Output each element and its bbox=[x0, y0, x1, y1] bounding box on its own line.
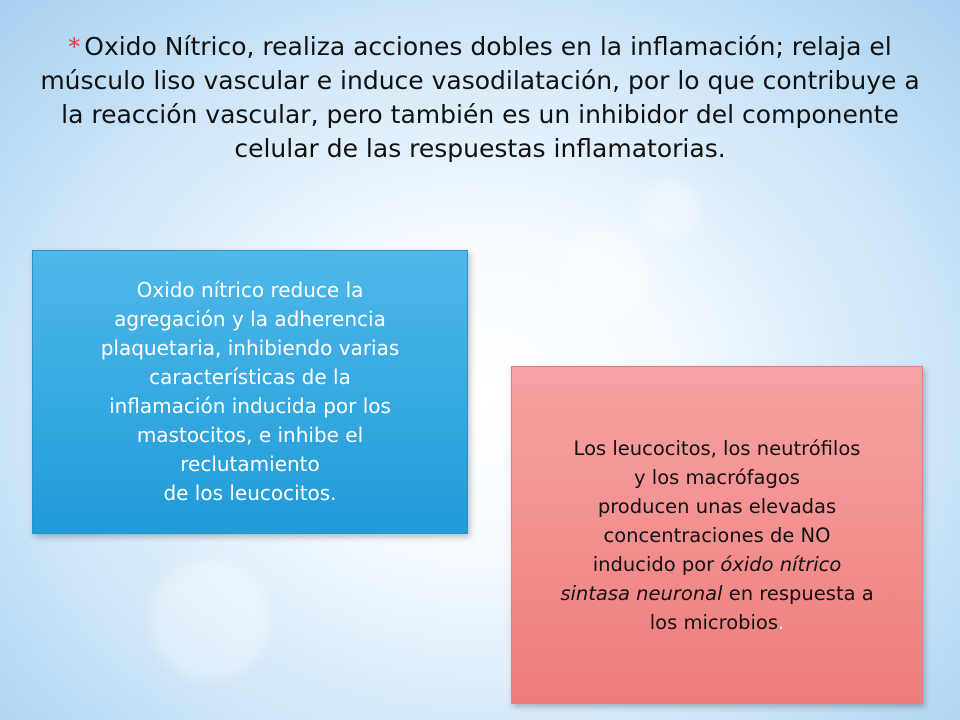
red-line bbox=[530, 579, 904, 608]
red-line-text: inducido por bbox=[592, 552, 721, 576]
blue-line: agregación y la adherencia bbox=[114, 307, 386, 331]
blue-line: características de la bbox=[149, 365, 351, 389]
background-bokeh bbox=[150, 560, 270, 680]
red-line: producen unas elevadas bbox=[597, 494, 837, 518]
title-text: Oxido Nítrico, realiza acciones dobles en la inflamación; relaja el músculo liso vascular e induce vasodilatación, por lo que contribuye a la reacción vascular, pero también es un inhibidor del componente celular de las respuestas inflamatorias. bbox=[40, 32, 920, 163]
red-line-period: . bbox=[778, 610, 785, 634]
red-line bbox=[530, 608, 904, 637]
bullet-asterisk: * bbox=[68, 33, 81, 61]
red-line-italic: sintasa neuronal bbox=[560, 581, 723, 605]
red-line: concentraciones de NO bbox=[603, 523, 831, 547]
background-bokeh bbox=[640, 180, 700, 240]
red-line bbox=[530, 550, 904, 579]
red-info-box bbox=[511, 366, 923, 704]
red-line: y los macrófagos bbox=[634, 465, 800, 489]
blue-line: plaquetaria, inhibiendo varias bbox=[100, 336, 400, 360]
red-line-text: los microbios bbox=[649, 610, 779, 634]
blue-line: de los leucocitos. bbox=[163, 481, 337, 505]
blue-line: reclutamiento bbox=[180, 452, 320, 476]
blue-line: Oxido nítrico reduce la bbox=[136, 278, 364, 302]
blue-line: inflamación inducida por los bbox=[109, 394, 391, 418]
slide-title bbox=[40, 30, 920, 166]
red-box-text bbox=[530, 434, 904, 637]
blue-line: mastocitos, e inhibe el bbox=[136, 423, 364, 447]
red-line-text: en respuesta a bbox=[722, 581, 874, 605]
red-line-italic: óxido nítrico bbox=[720, 552, 842, 576]
red-line: Los leucocitos, los neutrófilos bbox=[573, 436, 861, 460]
blue-info-box bbox=[32, 250, 468, 534]
background-bokeh bbox=[560, 230, 650, 320]
blue-box-text bbox=[51, 276, 449, 508]
